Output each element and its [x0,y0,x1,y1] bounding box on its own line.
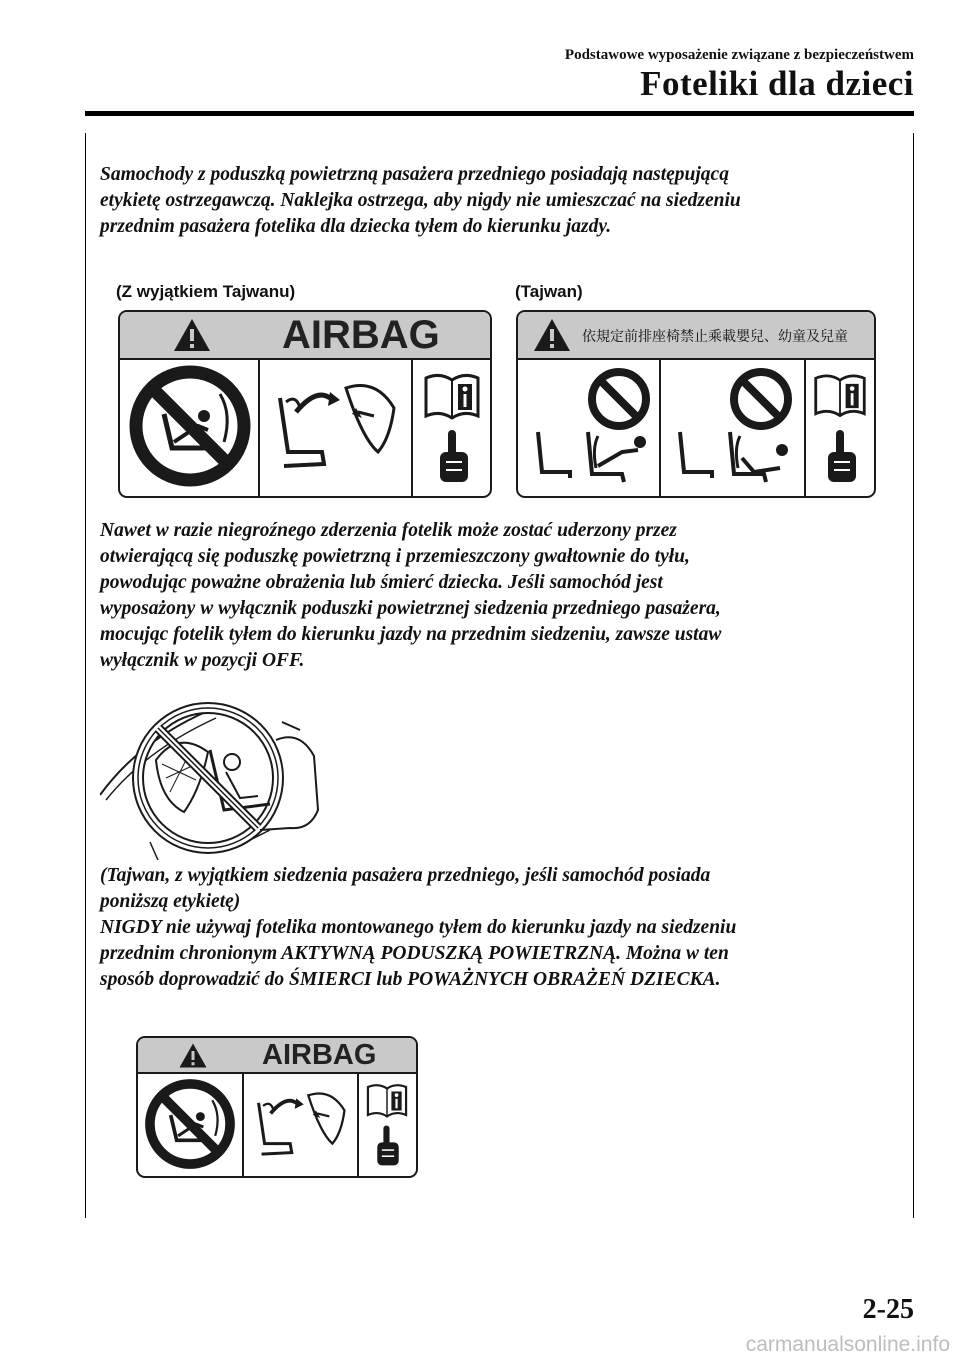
warning-triangle-icon [172,317,212,353]
text-line: przednim pasażera fotelika dla dziecka tyłem do kierunku jazdy. [100,216,612,237]
text-line: sposób doprowadzić do ŚMIERCI lub POWAŻNYCH OBRAŻEŃ DZIECKA. [100,969,721,990]
label-divider [411,358,413,496]
text-line: poniższą etykietę) [100,891,241,912]
taiwan-warning-paragraph [100,863,890,993]
label-divider [258,358,260,496]
label-divider [804,358,806,496]
no-child-seat-icon [128,364,252,488]
prohibited-icon [586,366,652,432]
text-line: mocując fotelik tyłem do kierunku jazdy na przednim siedzeniu, zawsze ustaw [100,624,722,645]
label-divider [659,358,661,496]
text-line: etykietę ostrzegawczą. Naklejka ostrzega, aby nigdy nie umieszczać na siedzeniu [100,190,741,211]
empty-seat-icon [530,428,576,484]
text-line: wyłącznik w pozycji OFF. [100,650,305,671]
header-rule [85,111,914,116]
warning-triangle-icon [532,317,572,353]
text-line: Samochody z poduszką powietrzną pasażera przedniego posiadają następującą [100,164,729,185]
text-line: NIGDY nie używaj fotelika montowanego tyłem do kierunku jazdy na siedzeniu [100,917,737,938]
label-divider [357,1072,359,1176]
manual-book-icon [422,372,482,422]
pointing-hand-icon [374,1124,402,1170]
text-line: wyposażony w wyłącznik poduszki powietrznej siedzenia przedniego pasażera, [100,598,721,619]
manual-book-icon [365,1082,409,1120]
section-subtitle: Podstawowe wyposażenie związane z bezpieczeństwem [564,47,914,63]
no-child-seat-icon [144,1078,236,1170]
airbag-warning-label-small [136,1036,418,1178]
text-line: powodując poważne obrażenia lub śmierć dziecka. Jeśli samochód jest [100,572,663,593]
taiwan-warning-text: 依規定前排座椅禁止乘載嬰兒、幼童及兒童 [582,330,848,345]
empty-seat-icon [672,428,718,484]
airbag-word: AIRBAG [282,313,440,357]
watermark: carmanualsonline.info [745,1333,950,1356]
child-seat-icon [724,428,800,488]
airbag-word: AIRBAG [262,1039,377,1071]
text-line: otwierającą się poduszkę powietrzną i przemieszczony gwałtownie do tyłu, [100,546,690,567]
pointing-hand-icon [436,428,472,488]
child-seat-icon [582,428,656,488]
warning-paragraph [100,518,890,674]
text-line: Nawet w razie niegroźnego zderzenia fotelik może zostać uderzony przez [100,520,677,541]
pointing-hand-icon [824,428,860,488]
manual-book-icon [812,372,868,420]
airbag-deploy-icon [248,1080,352,1168]
label-divider [242,1072,244,1176]
caption-except-taiwan: (Z wyjątkiem Tajwanu) [116,282,296,301]
left-margin-line [85,133,86,1218]
page-title: Foteliki dla dzieci [640,64,914,103]
text-line: przednim chronionym AKTYWNĄ PODUSZKĄ POWIETRZNĄ. Można w ten [100,943,729,964]
text-line: (Tajwan, z wyjątkiem siedzenia pasażera przedniego, jeśli samochód posiada [100,865,711,886]
right-margin-line [913,133,914,1218]
caption-taiwan: (Tajwan) [515,282,583,301]
airbag-child-seat-illustration [100,700,340,860]
airbag-deploy-icon [266,368,404,484]
intro-paragraph [100,162,890,240]
airbag-warning-label [118,310,492,498]
taiwan-warning-label [516,310,876,498]
page-number: 2-25 [862,1294,914,1325]
prohibited-icon [728,366,794,432]
warning-triangle-icon [178,1042,208,1069]
